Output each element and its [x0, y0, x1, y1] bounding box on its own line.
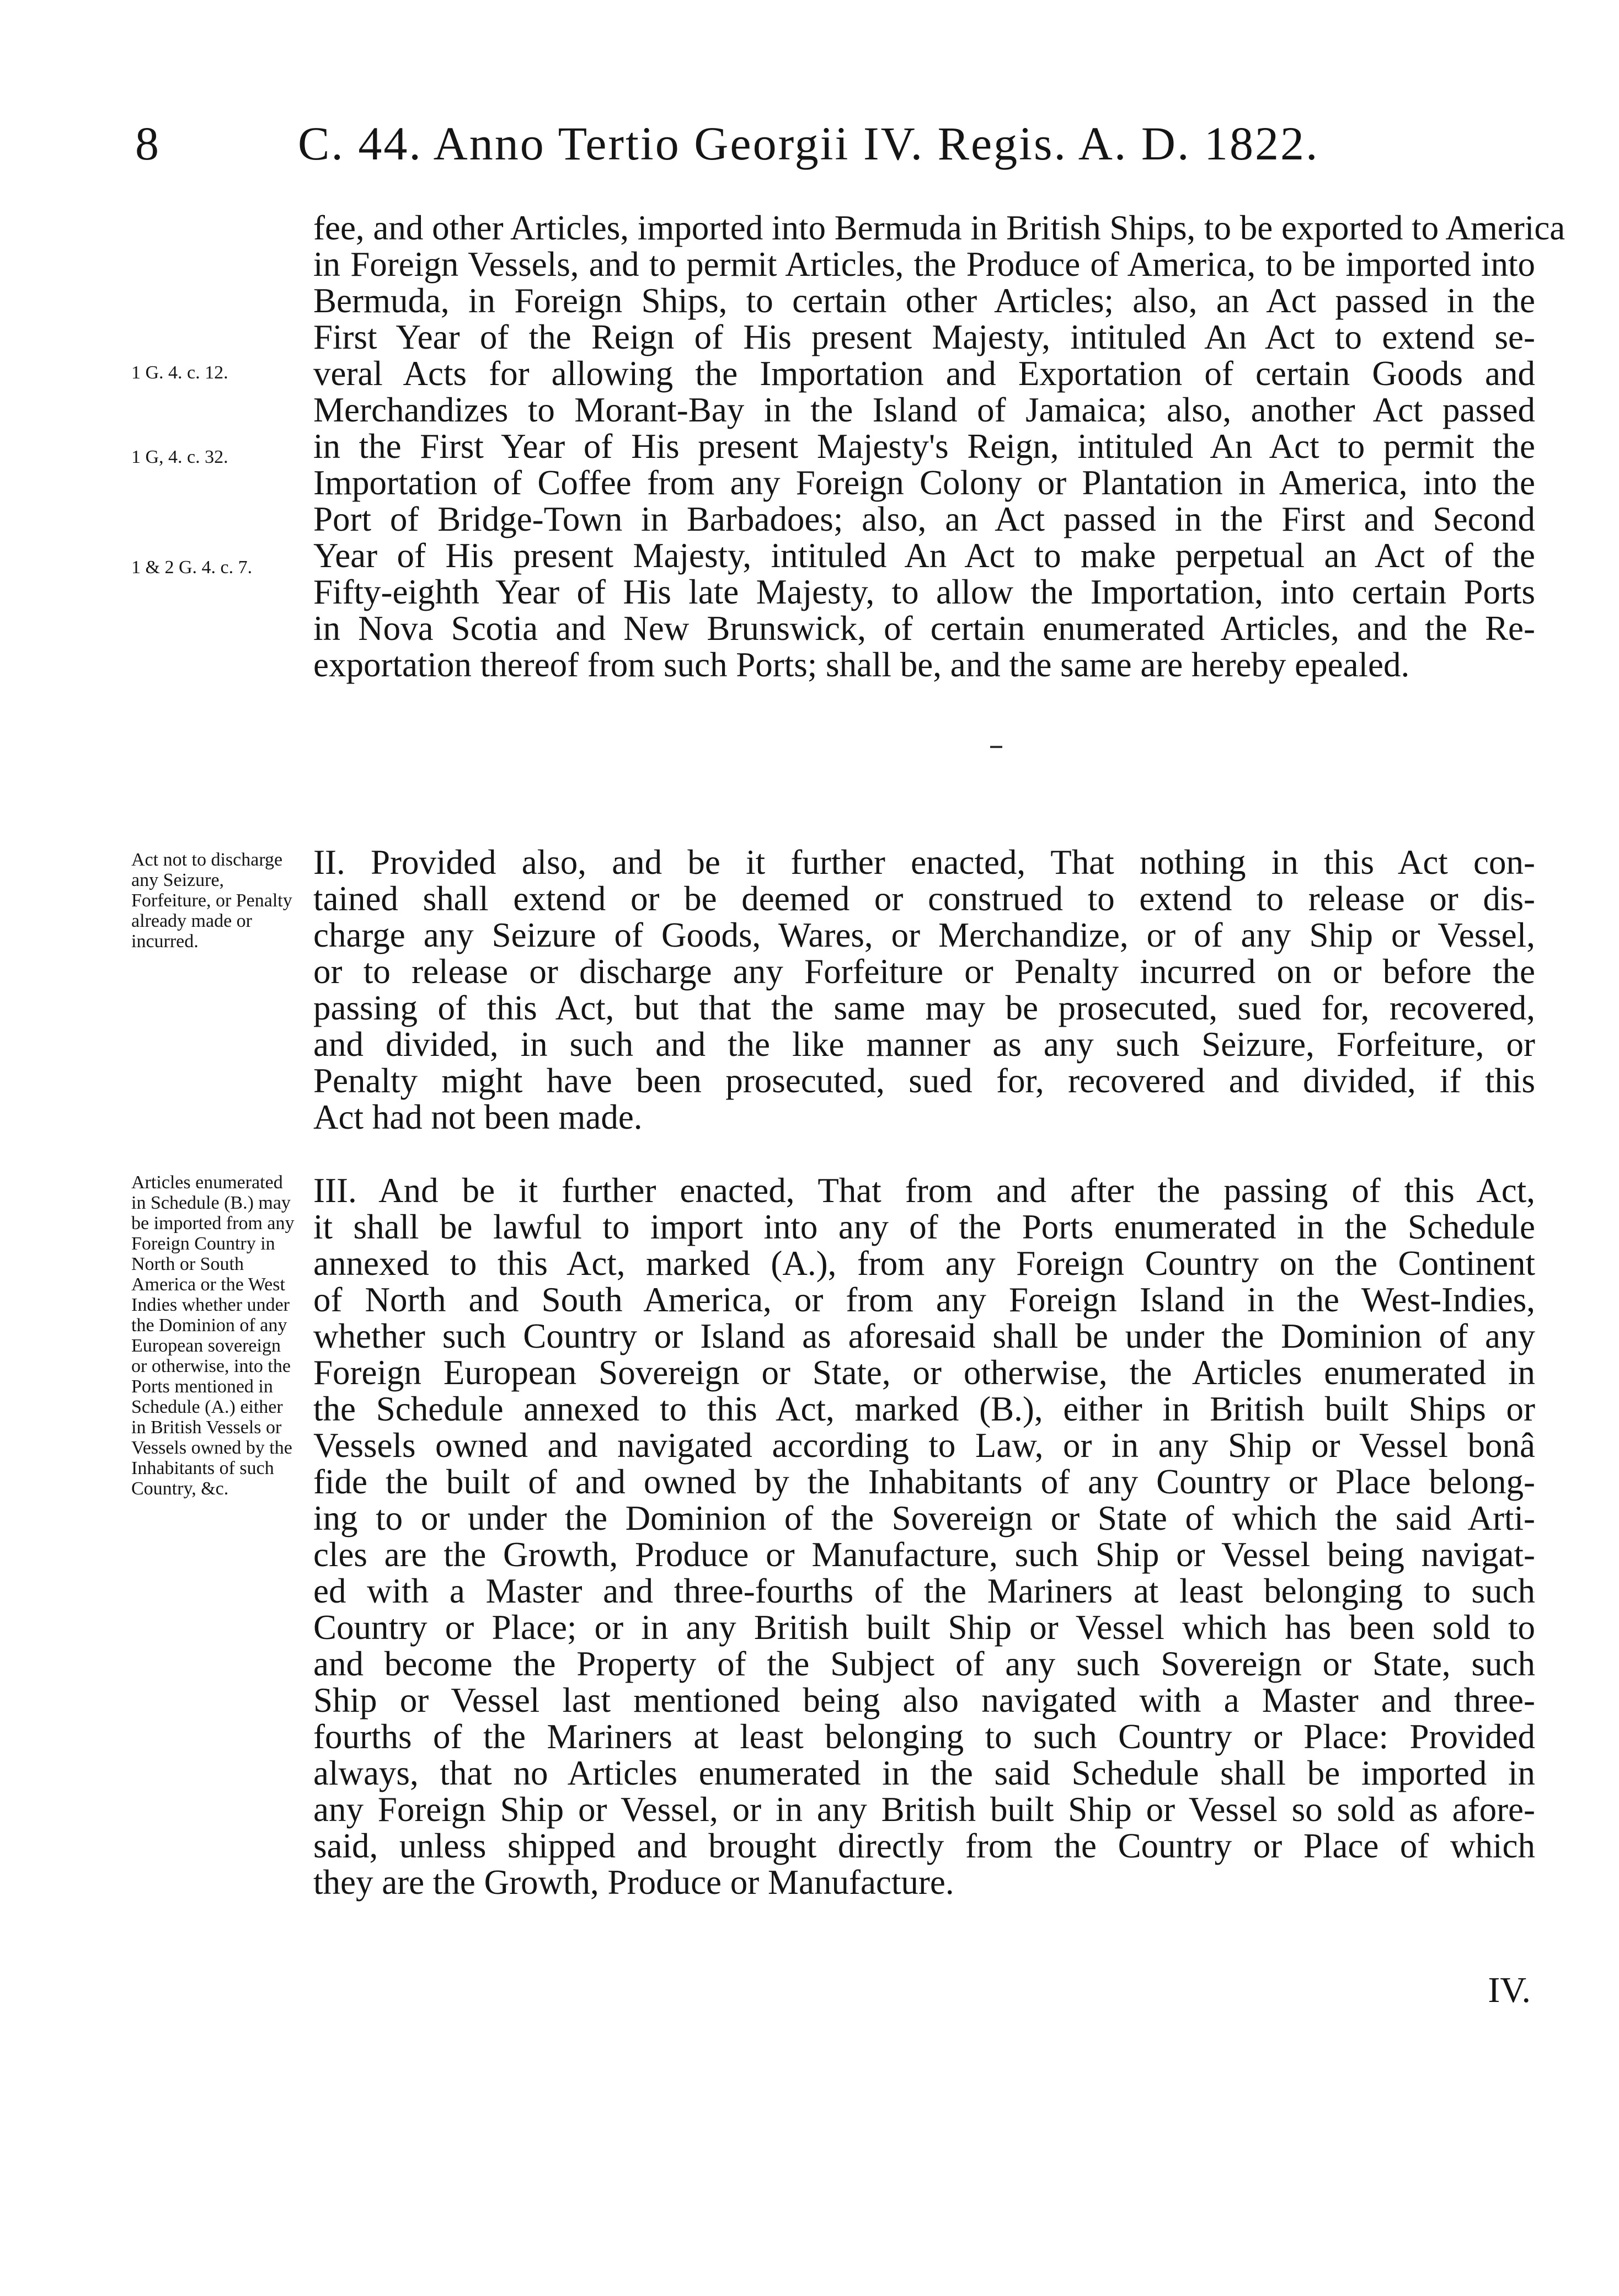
section-3 — [313, 1172, 1535, 1900]
separator-mark — [990, 746, 1002, 748]
margin-note-section-3: Articles enumerated in Schedule (B.) may be imported from any Foreign Country in North or South America or the West Indies whether under the Dominion of any European sovereign or otherwise, into the Ports mentioned in Schedule (A.) either in British Vessels or Vessels owned by the Inhabitants of such Country, &c. — [131, 1172, 295, 1499]
text-line: III. And be it further enacted, That from and after the passing of this Act, — [313, 1171, 1535, 1210]
text-line: veral Acts for allowing the Importation and Exportation of certain Goods and — [313, 354, 1535, 393]
continued-paragraph — [313, 209, 1565, 684]
text-line: always, that no Articles enumerated in the said Schedule shall be imported in — [313, 1754, 1535, 1792]
text-line: Importation of Coffee from any Foreign Colony or Plantation in America, into the — [313, 463, 1535, 502]
text-line: the Schedule annexed to this Act, marked (B.), either in British built Ships or — [313, 1390, 1535, 1428]
text-line: Bermuda, in Foreign Ships, to certain other Articles; also, an Act passed in the — [313, 281, 1535, 320]
section-2 — [313, 844, 1535, 1135]
text-line: Year of His present Majesty, intituled An Act to make perpetual an Act of the — [313, 536, 1535, 575]
text-line: said, unless shipped and brought directly from the Country or Place of which — [313, 1827, 1535, 1865]
page-number: 8 — [135, 117, 159, 170]
text-line: charge any Seizure of Goods, Wares, or Merchandize, or of any Ship or Vessel, — [313, 916, 1535, 954]
text-line: and become the Property of the Subject of any such Sovereign or State, such — [313, 1644, 1535, 1683]
text-line: and divided, in such and the like manner as any such Seizure, Forfeiture, or — [313, 1025, 1535, 1064]
text-line: Penalty might have been prosecuted, sued for, recovered and divided, if this — [313, 1061, 1535, 1100]
text-line: Fifty-eighth Year of His late Majesty, to allow the Importation, into certain Ports — [313, 573, 1535, 611]
margin-note-section-2: Act not to discharge any Seizure, Forfeiture, or Penalty already made or incurred. — [131, 850, 292, 952]
text-line: fide the built of and owned by the Inhabitants of any Country or Place belong- — [313, 1462, 1535, 1501]
text-line: Vessels owned and navigated according to Law, or in any Ship or Vessel bonâ — [313, 1426, 1535, 1465]
text-line: exportation thereof from such Ports; shall be, and the same are hereby epealed. — [313, 645, 1410, 684]
text-line: ing to or under the Dominion of the Sovereign or State of which the said Arti- — [313, 1499, 1535, 1537]
text-line: ed with a Master and three-fourths of the Mariners at least belonging to such — [313, 1572, 1535, 1610]
text-line: of North and South America, or from any Foreign Island in the West-Indies, — [313, 1280, 1535, 1319]
text-line: fourths of the Mariners at least belonging to such Country or Place: Provided — [313, 1717, 1535, 1756]
running-title: C. 44. Anno Tertio Georgii IV. Regis. A. D. 1822. — [298, 117, 1319, 170]
text-line: Foreign European Sovereign or State, or otherwise, the Articles enumerated in — [313, 1353, 1535, 1392]
text-line: it shall be lawful to import into any of the Ports enumerated in the Schedule — [313, 1208, 1535, 1246]
text-line: in the First Year of His present Majesty's Reign, intituled An Act to permit the — [313, 427, 1535, 466]
text-line: Ship or Vessel last mentioned being also navigated with a Master and three- — [313, 1681, 1535, 1720]
margin-citation: 1 & 2 G. 4. c. 7. — [131, 557, 253, 578]
running-header — [135, 113, 1531, 174]
text-line: or to release or discharge any Forfeiture or Penalty incurred on or before the — [313, 952, 1535, 991]
text-line: tained shall extend or be deemed or construed to extend to release or dis- — [313, 879, 1535, 918]
text-line: cles are the Growth, Produce or Manufacture, such Ship or Vessel being navigat- — [313, 1535, 1535, 1574]
text-line: whether such Country or Island as aforesaid shall be under the Dominion of any — [313, 1317, 1535, 1355]
text-line: Act had not been made. — [313, 1098, 643, 1136]
catchword: IV. — [1488, 1970, 1531, 2010]
text-line: II. Provided also, and be it further enacted, That nothing in this Act con- — [313, 843, 1535, 882]
text-line: in Nova Scotia and New Brunswick, of certain enumerated Articles, and the Re- — [313, 609, 1535, 648]
text-line: any Foreign Ship or Vessel, or in any British built Ship or Vessel so sold as afore- — [313, 1790, 1535, 1829]
text-line: annexed to this Act, marked (A.), from any Foreign Country on the Continent — [313, 1244, 1535, 1283]
text-line: Country or Place; or in any British built Ship or Vessel which has been sold to — [313, 1608, 1535, 1647]
text-line: fee, and other Articles, imported into Bermuda in British Ships, to be exported to America — [313, 209, 1565, 247]
margin-citation: 1 G. 4. c. 12. — [131, 362, 228, 383]
text-line: First Year of the Reign of His present Majesty, intituled An Act to extend se- — [313, 318, 1535, 356]
text-line: they are the Growth, Produce or Manufacture. — [313, 1863, 954, 1902]
text-line: in Foreign Vessels, and to permit Articles, the Produce of America, to be imported into — [313, 245, 1535, 284]
text-line: Merchandizes to Morant-Bay in the Island of Jamaica; also, another Act passed — [313, 391, 1535, 429]
margin-citation: 1 G, 4. c. 32. — [131, 447, 228, 467]
text-line: Port of Bridge-Town in Barbadoes; also, an Act passed in the First and Second — [313, 500, 1535, 538]
text-line: passing of this Act, but that the same may be prosecuted, sued for, recovered, — [313, 989, 1535, 1027]
